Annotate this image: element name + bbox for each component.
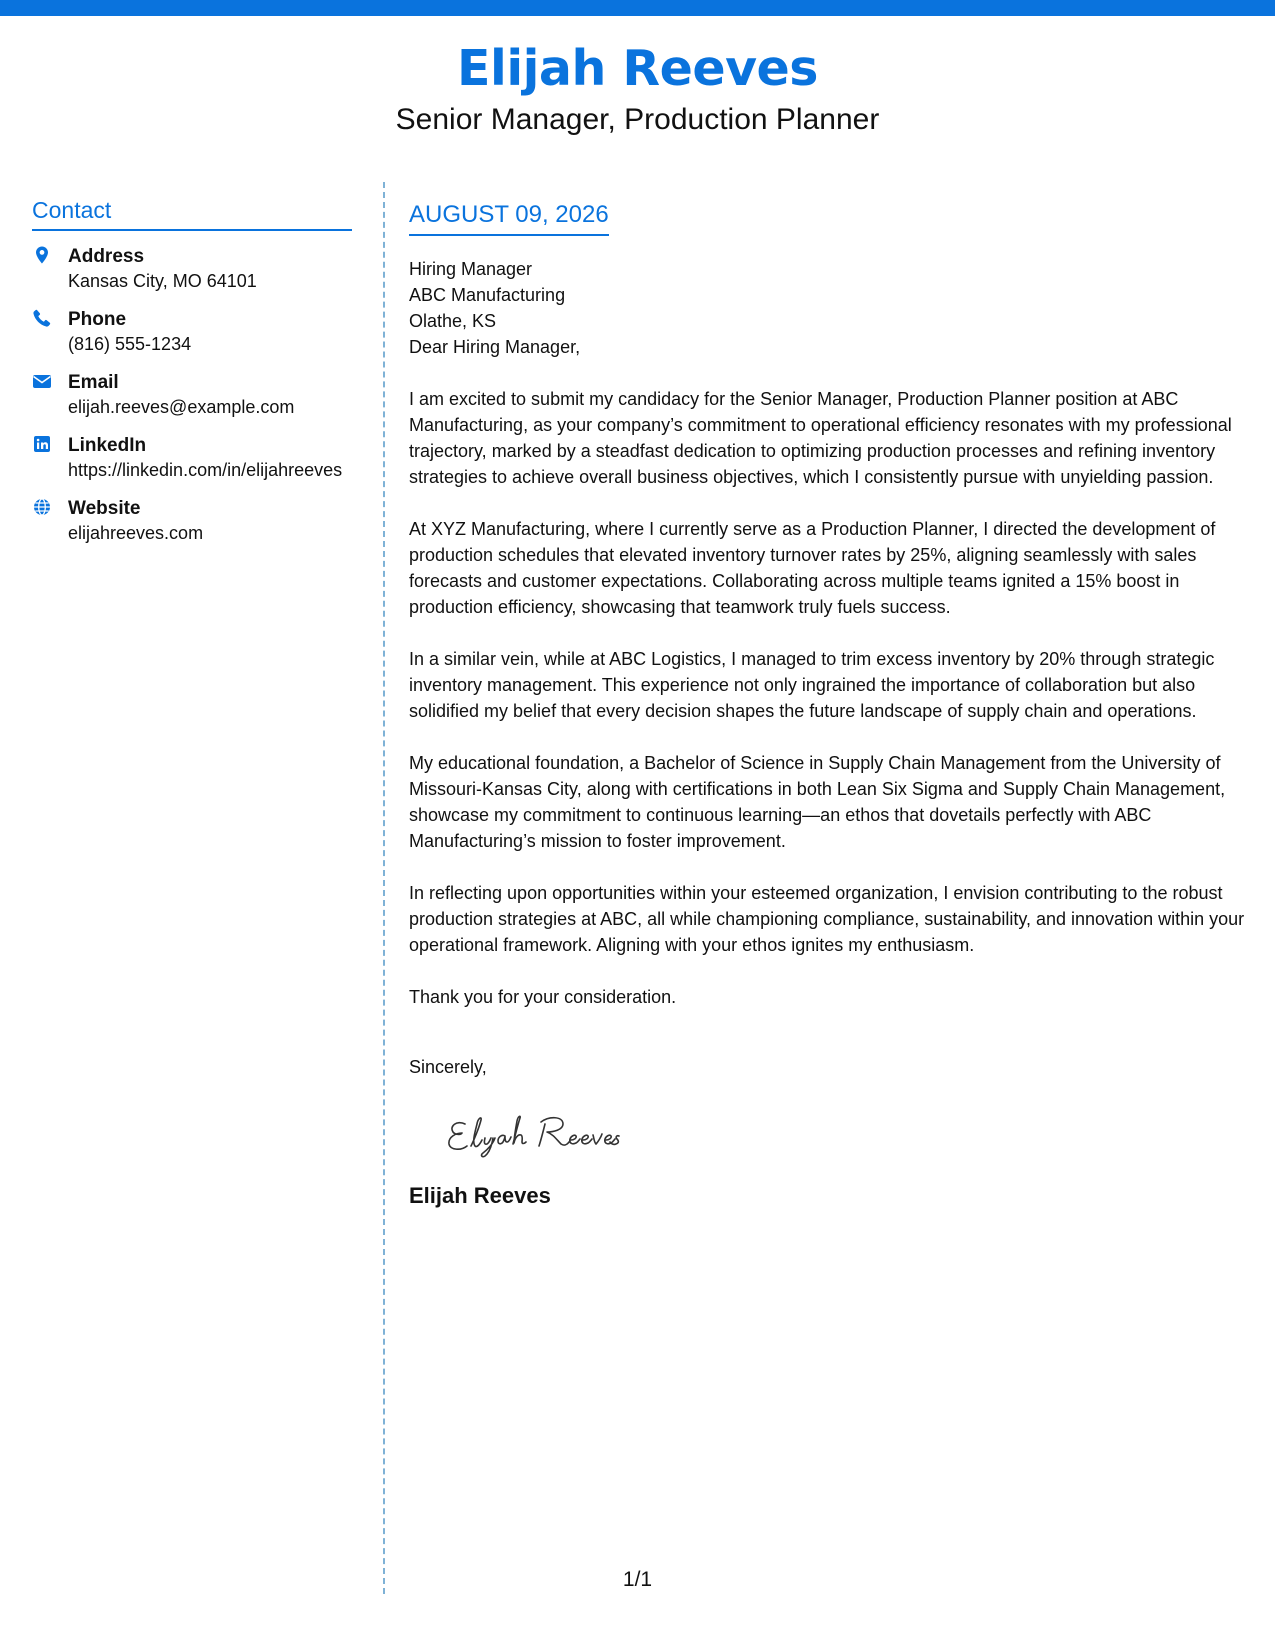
envelope-icon — [32, 371, 52, 391]
contact-label: Website — [68, 498, 141, 519]
linkedin-icon — [32, 434, 52, 454]
contact-sidebar — [32, 195, 352, 559]
map-pin-icon — [32, 245, 52, 265]
recipient-line: ABC Manufacturing — [409, 285, 566, 305]
applicant-title: Senior Manager, Production Planner — [395, 103, 880, 136]
letter-paragraph: Thank you for your consideration. — [409, 987, 677, 1007]
letter-paragraph: At XYZ Manufacturing, where I currently serve as a Production Planner, I directed the development of production schedules that elevated inventory turnover rates by 25%, aligning seamlessly with sales forecasts and customer expectations. Collaborating across multiple teams ignited a 15% boost in production efficiency, showcasing that teamwork truly fuels success. — [409, 519, 1216, 617]
contact-label: Address — [68, 246, 145, 267]
contact-value: Kansas City, MO 64101 — [68, 271, 257, 291]
recipient-line: Olathe, KS — [409, 311, 497, 331]
recipient-line: Hiring Manager — [409, 259, 533, 279]
globe-icon — [32, 497, 52, 517]
letter-content — [409, 334, 1255, 1010]
contact-item-address — [32, 244, 352, 293]
contact-value: (816) 555-1234 — [68, 334, 192, 354]
contact-value: https://linkedin.com/in/elijahreeves — [68, 460, 343, 480]
contact-item-website — [32, 496, 352, 545]
contact-item-email — [32, 370, 352, 419]
contact-value: elijah.reeves@example.com — [68, 397, 295, 417]
page-number: 1/1 — [622, 1568, 653, 1591]
applicant-name: Elijah Reeves — [457, 40, 818, 97]
column-divider — [383, 182, 385, 1594]
contact-label: Phone — [68, 309, 127, 330]
contact-heading: Contact — [32, 195, 352, 231]
letter-paragraph: My educational foundation, a Bachelor of Science in Supply Chain Management from the University of Missouri-Kansas City, along with certifications in both Lean Six Sigma and Supply Chain Management, showcase my commitment to continuous learning—an ethos that dovetails perfectly with ABC Manufacturing’s mission to foster improvement. — [409, 753, 1226, 851]
signer-name: Elijah Reeves — [409, 1183, 551, 1208]
contact-value: elijahreeves.com — [68, 523, 204, 543]
letter-body — [409, 198, 1255, 1210]
contact-item-phone — [32, 307, 352, 356]
handwritten-signature — [443, 1110, 643, 1160]
contact-label: LinkedIn — [68, 435, 147, 456]
top-accent-bar — [0, 0, 1275, 16]
contact-item-linkedin — [32, 433, 352, 482]
salutation: Dear Hiring Manager, — [409, 337, 581, 357]
letter-date: AUGUST 09, 2026 — [409, 198, 609, 236]
letter-paragraph: In reflecting upon opportunities within your esteemed organization, I envision contributing to the robust production strategies at ABC, all while championing compliance, sustainability, and innovation within your operational framework. Aligning with your ethos ignites my enthusiasm. — [409, 883, 1245, 955]
contact-label: Email — [68, 372, 119, 393]
letter-paragraph: I am excited to submit my candidacy for the Senior Manager, Production Planner position at ABC Manufacturing, as your company’s commitment to operational efficiency resonates with my professional trajectory, marked by a steadfast dedication to optimizing production processes and refining inventory strategies to achieve overall business objectives, which I consistently pursue with unyielding passion. — [409, 389, 1232, 487]
phone-icon — [32, 308, 52, 328]
closing: Sincerely, — [409, 1057, 487, 1077]
letter-paragraph: In a similar vein, while at ABC Logistics, I managed to trim excess inventory by 20% through strategic inventory management. This experience not only ingrained the importance of collaboration but also solidified my belief that every decision shapes the future landscape of supply chain and operations. — [409, 649, 1215, 721]
recipient-block — [409, 256, 1255, 334]
